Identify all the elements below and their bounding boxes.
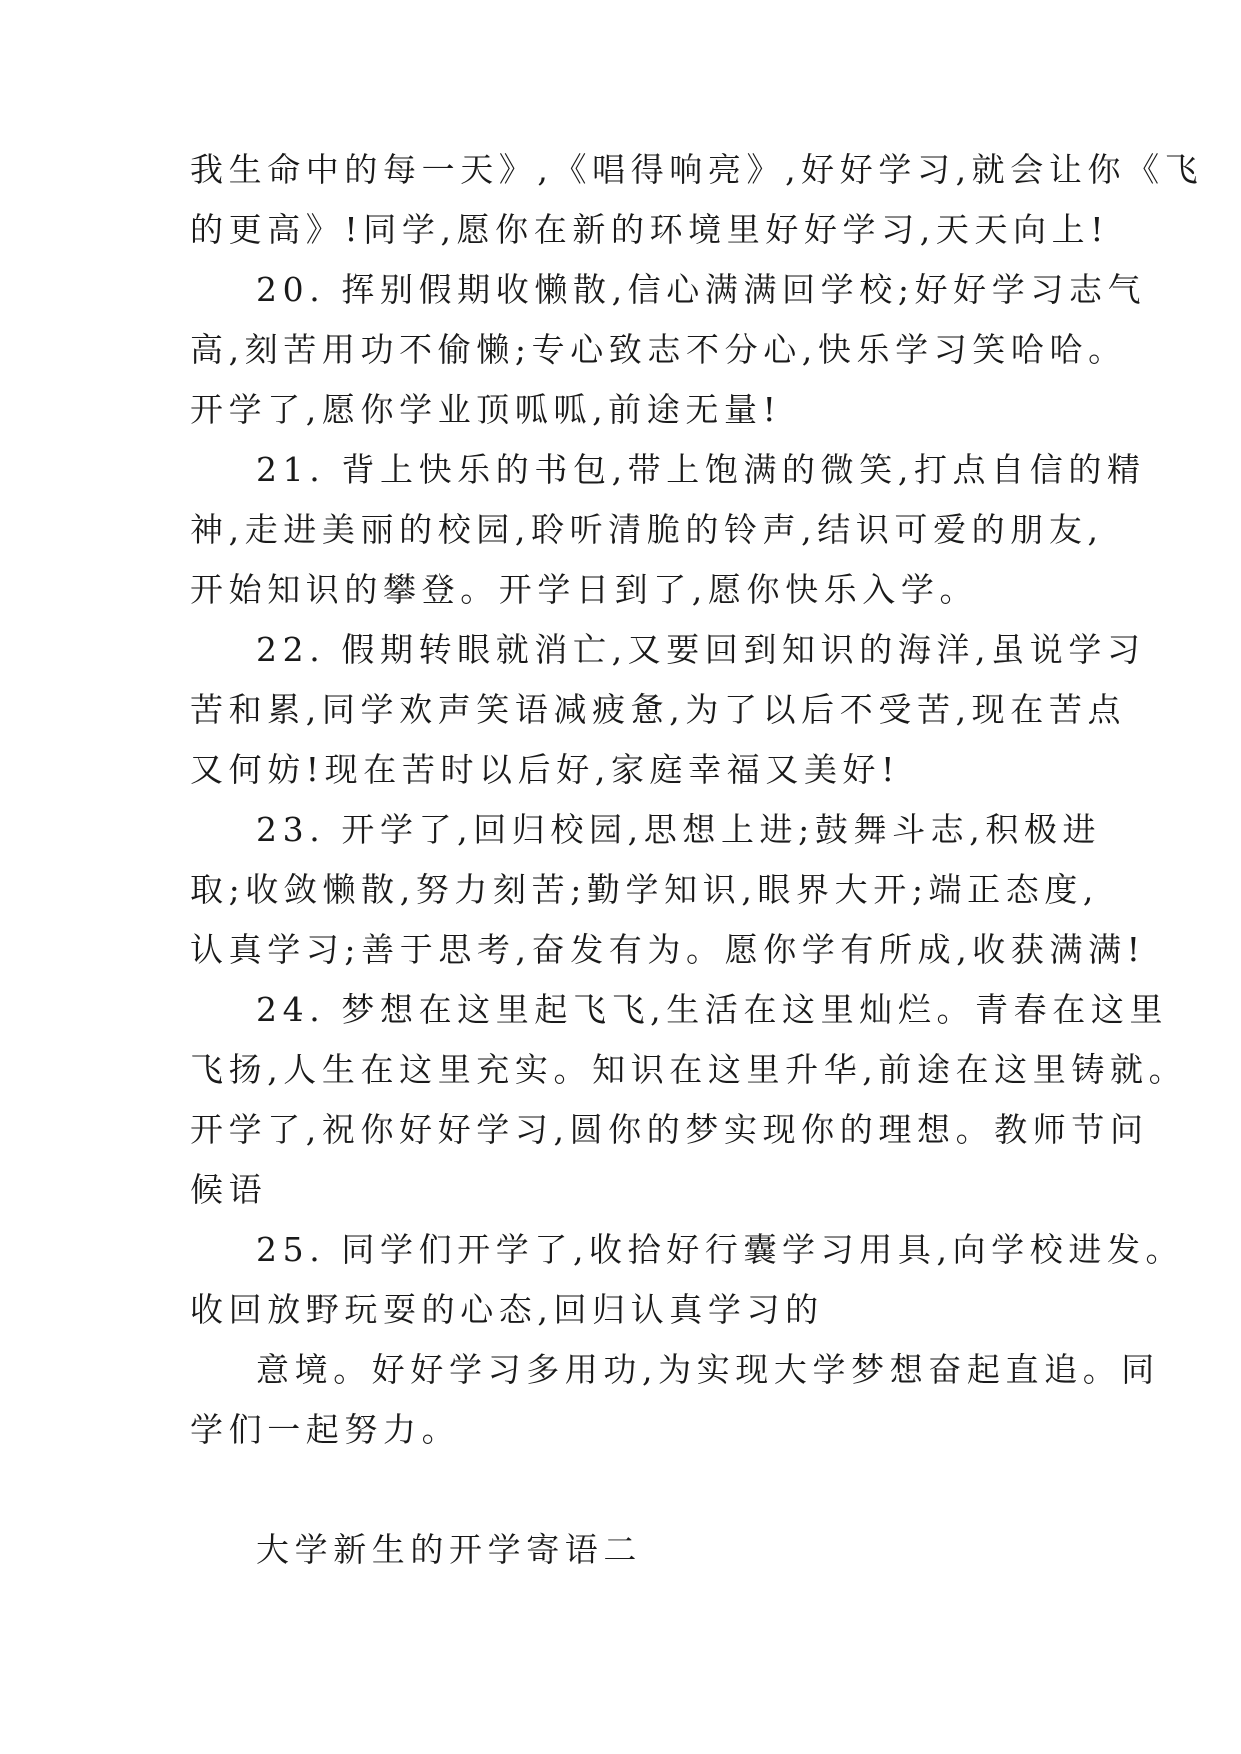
text-line: 候语 [190,1170,268,1209]
text-line: 收回放野玩耍的心态,回归认真学习的 [190,1290,824,1329]
paragraph-start-23: 23. 开学了,回归校园,思想上进;鼓舞斗志,积极进 [256,810,1102,849]
section-heading: 大学新生的开学寄语二 [256,1530,642,1569]
text-line: 开始知识的攀登。开学日到了,愿你快乐入学。 [190,570,979,609]
text-line: 开学了,祝你好好学习,圆你的梦实现你的理想。教师节问 [190,1110,1149,1149]
text-line: 又何妨!现在苦时以后好,家庭幸福又美好! [190,750,901,789]
text-line: 神,走进美丽的校园,聆听清脆的铃声,结识可爱的朋友, [190,510,1104,549]
paragraph-start-25: 25. 同学们开学了,收拾好行囊学习用具,向学校进发。 [256,1230,1185,1269]
text-line: 飞扬,人生在这里充实。知识在这里升华,前途在这里铸就。 [190,1050,1188,1089]
paragraph-start-24: 24. 梦想在这里起飞飞,生活在这里灿烂。青春在这里 [256,990,1169,1029]
text-line: 开学了,愿你学业顶呱呱,前途无量! [190,390,782,429]
paragraph-start-21: 21. 背上快乐的书包,带上饱满的微笑,打点自信的精 [256,450,1146,489]
text-line: 认真学习;善于思考,奋发有为。愿你学有所成,收获满满! [190,930,1146,969]
text-line: 苦和累,同学欢声笑语减疲惫,为了以后不受苦,现在苦点 [190,690,1127,729]
text-line: 学们一起努力。 [190,1410,461,1449]
text-line: 我生命中的每一天》,《唱得响亮》,好好学习,就会让你《飞 [190,150,1204,189]
text-line: 取;收敛懒散,努力刻苦;勤学知识,眼界大开;端正态度, [190,870,1100,909]
text-line: 的更高》!同学,愿你在新的环境里好好学习,天天向上! [190,210,1110,249]
text-line: 意境。好好学习多用功,为实现大学梦想奋起直追。同 [256,1350,1160,1389]
text-line: 高,刻苦用功不偷懒;专心致志不分心,快乐学习笑哈哈。 [190,330,1127,369]
paragraph-start-20: 20. 挥别假期收懒散,信心满满回学校;好好学习志气 [256,270,1147,309]
paragraph-start-22: 22. 假期转眼就消亡,又要回到知识的海洋,虽说学习 [256,630,1146,669]
